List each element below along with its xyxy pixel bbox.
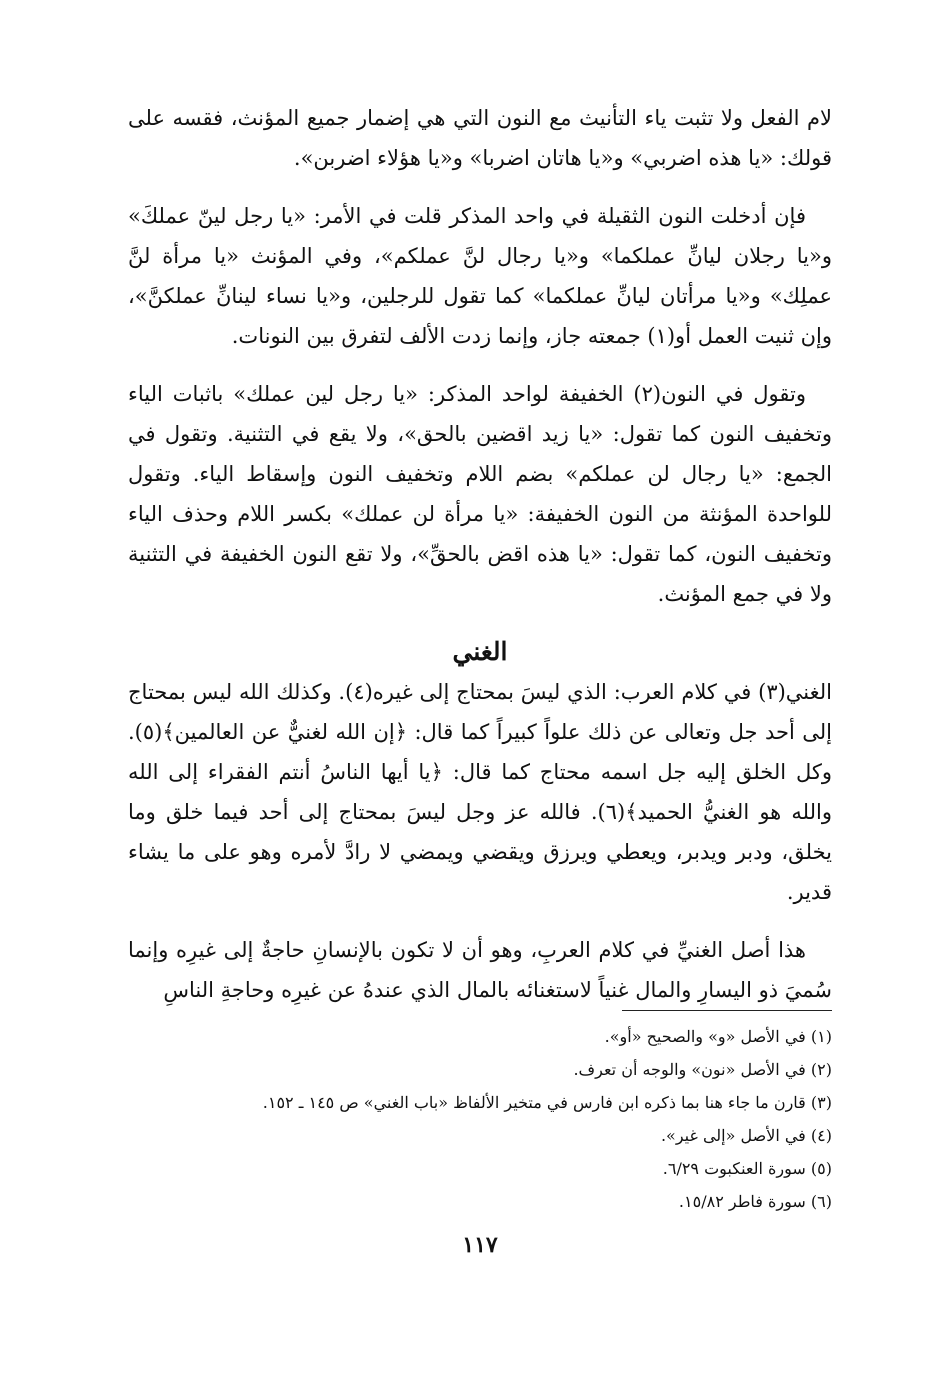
- paragraph-1: لام الفعل ولا تثبت ياء التأنيث مع النون التي هي إضمار جميع المؤنث، فقسه على قولك: «يا هذه اضربي» و«يا هاتان اضربا» و«يا هؤلاء اضربن».: [128, 106, 832, 170]
- footnote-2: (٢) في الأصل «نون» والوجه أن تعرف.: [573, 1060, 832, 1079]
- paragraph-5: هذا أصل الغنيِّ في كلام العربِ، وهو أن لا تكون بالإنسانِ حاجةٌ إلى غيرِه وإنما سُميَ ذو اليسارِ والمال غنياً لاستغنائه بالمال الذي عندهُ عن غيرِه وحاجةِ الناسِ: [128, 938, 832, 1002]
- footnote-5: (٥) سورة العنكبوت ٦/٢٩.: [662, 1159, 832, 1178]
- footnote-6: (٦) سورة فاطر ١٥/٨٢.: [678, 1192, 832, 1211]
- paragraph-2: فإن أدخلت النون الثقيلة في واحد المذكر قلت في الأمر: «يا رجل لينّ عملكَ» و«يا رجلان ليانِّ عملكما» و«يا رجال لنَّ عملكم»، وفي المؤنث «يا مرأة لنَّ عملِك» و«يا مرأتان ليانِّ عملكما» كما تقول للرجلين، و«يا نساء لينانِّ عملكنَّ»، وإن ثنيت العمل أو(١) جمعته جاز، وإنما زدت الألف لتفرق بين النونات.: [128, 204, 832, 348]
- footnote-divider: [622, 1010, 832, 1011]
- footnote-1: (١) في الأصل «و» والصحيح «أو».: [604, 1027, 832, 1046]
- paragraph-3: وتقول في النون(٢) الخفيفة لواحد المذكر: «يا رجل لين عملك» باثبات الياء وتخفيف النون كما تقول: «يا زيد اقضين بالحق»، ولا يقع في التثنية. وتقول في الجمع: «يا رجال لن عملكم» بضم اللام وتخفيف النون وإسقاط الياء. وتقول للواحدة المؤنثة من النون الخفيفة: «يا مرأة لن عملك» بكسر اللام وحذف الياء وتخفيف النون، كما تقول: «يا هذه اقض بالحقِّ»، ولا تقع النون الخفيفة في التثنية ولا في جمع المؤنث.: [128, 382, 832, 606]
- page-number: ١١٧: [462, 1232, 498, 1258]
- footnote-4: (٤) في الأصل «إلى غير».: [660, 1126, 832, 1145]
- section-heading: الغني: [452, 637, 508, 666]
- paragraph-4: الغني(٣) في كلام العرب: الذي ليسَ بمحتاج إلى غيره(٤). وكذلك الله ليس بمحتاج إلى أحد جل وتعالى عن ذلك علواً كبيراً كما قال: ﴿إن الله لغنيٌّ عن العالمين﴾(٥). وكل الخلق إليه جل اسمه محتاج كما قال: ﴿يا أيها الناسُ أنتم الفقراء إلى الله والله هو الغنيُّ الحميد﴾(٦). فالله عز وجل ليسَ بمحتاج إلى أحد فيما خلق وما يخلق، ودبر ويدبر، ويعطي ويرزق ويقضي ويمضي لا رادَّ لأمره وهو على ما يشاء قدير.: [128, 680, 832, 904]
- footnotes-list: [128, 1020, 832, 1218]
- footnote-3: (٣) قارن ما جاء هنا بما ذكره ابن فارس في متخير الألفاظ «باب الغني» ص ١٤٥ ـ ١٥٢.: [262, 1093, 832, 1112]
- book-page: [128, 98, 832, 1358]
